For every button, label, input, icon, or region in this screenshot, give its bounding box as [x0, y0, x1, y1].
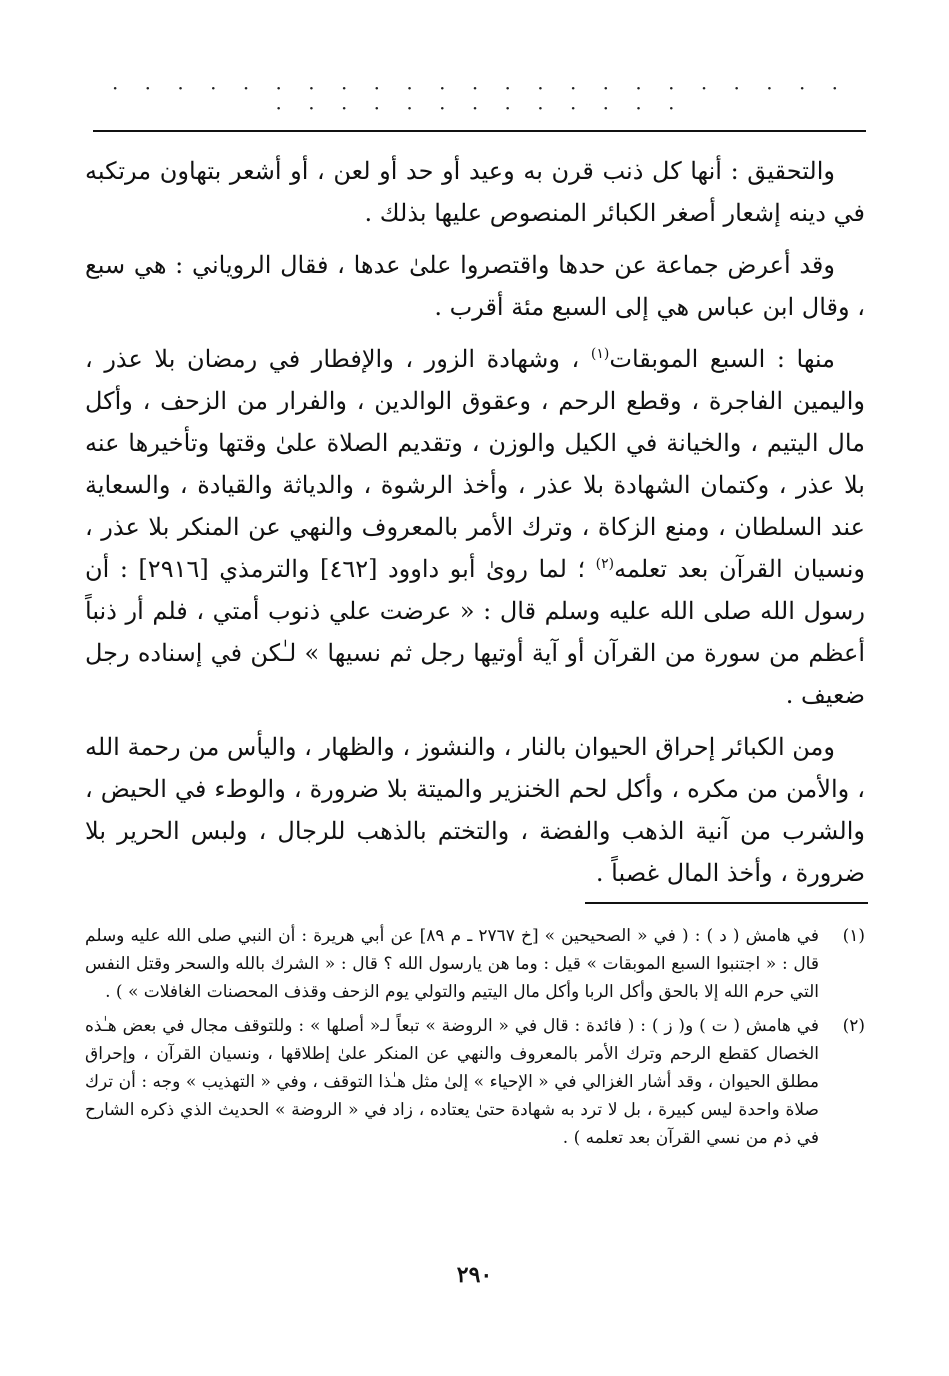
paragraph-list — [85, 338, 865, 716]
main-text — [85, 150, 865, 904]
footnote-ref-2[interactable]: (٢) — [595, 556, 615, 572]
page-number: ٢٩٠ — [456, 1262, 493, 1288]
header-dots: · · · · · · · · · · · · · · · · · · · · · · · · · · · · · · · · · · · · — [111, 76, 849, 120]
paragraph-tahqiq: والتحقيق : أنها كل ذنب قرن به وعيد أو حد أو لعن ، أو أشعر بتهاون مرتكبه في دينه إشعار أصغر الكبائر المنصوص عليها بذلك . — [85, 157, 865, 227]
footnotes — [85, 922, 865, 1158]
footnote-2-number: (٢) — [842, 1016, 865, 1036]
footnote-2-text: في هامش ( ت ) و( ز ) : ( فائدة : قال في « الروضة » تبعاً لـ« أصلها » : وللتوقف مجال في بعض هـٰذه الخصال كقطع الرحم وترك الأمر بالمعروف والنهي عن المنكر علىٰ إطلاقها ، ونسيان القرآن ، وإحراق مطلق الحيوان ، وقد أشار الغزالي في « الإحياء » إلىٰ مثل هـٰذا التوقف ، وفي « التهذيب » وجه : أن ترك صلاة واحدة ليس كبيرة ، بل لا ترد به شهادة حتىٰ يعتاده ، زاد في « الروضة » الحديث الذي ذكره الشارح في ذم من نسي القرآن بعد تعلمه ) . — [85, 1016, 819, 1148]
footnote-ref-1[interactable]: (١) — [590, 346, 610, 362]
paragraph-more: ومن الكبائر إحراق الحيوان بالنار ، والنشوز ، والظهار ، واليأس من رحمة الله ، والأمن من مكره ، وأكل لحم الخنزير والميتة بلا ضرورة ، والوطء في الحيض ، والشرب من آنية الذهب والفضة ، والتختم بالذهب للرجال ، ولبس الحرير بلا ضرورة ، وأخذ المال غصباً . — [85, 733, 865, 887]
paragraph-list-part3: ؛ لما روىٰ أبو داوود [٤٦٢] والترمذي [٢٩١٦] : أن رسول الله صلى الله عليه وسلم قال : « عرضت علي ذنوب أمتي ، فلم أر ذنباً أعظم من سورة من القرآن أو آية أوتيها رجل ثم نسيها » لـٰكن في إسناده رجل ضعيف . — [85, 555, 865, 709]
footnote-1 — [85, 922, 865, 1006]
paragraph-list-part2: ، وشهادة الزور ، والإفطار في رمضان بلا عذر ، واليمين الفاجرة ، وقطع الرحم ، وعقوق الوالدين ، والفرار من الزحف ، وأكل مال اليتيم ، والخيانة في الكيل والوزن ، وتقديم الصلاة علىٰ وقتها وتأخيرها عنه بلا عذر ، وكتمان الشهادة بلا عذر ، وأخذ الرشوة ، والدياثة والقيادة ، والسعاية عند السلطان ، ومنع الزكاة ، وترك الأمر بالمعروف والنهي عن المنكر بلا عذر ، ونسيان القرآن بعد تعلمه — [85, 345, 866, 583]
footnote-1-text: في هامش ( د ) : ( في « الصحيحين » [خ ٢٧٦٧ ـ م ٨٩] عن أبي هريرة : أن النبي صلى الله عليه وسلم قال : « اجتنبوا السبع الموبقات » قيل : وما هن يارسول الله ؟ قال : « الشرك بالله والسحر وقتل النفس التي حرم الله إلا بالحق وأكل الربا وأكل مال اليتيم والتولي يوم الزحف وقذف المحصنات الغافلات » ) . — [85, 926, 819, 1002]
header-rule — [93, 130, 866, 132]
footnote-1-number: (١) — [842, 926, 865, 946]
paragraph-list-part1: منها : السبع الموبقات — [609, 345, 835, 373]
footnote-rule — [585, 902, 868, 904]
footnote-2 — [85, 1012, 865, 1152]
paragraph-count: وقد أعرض جماعة عن حدها واقتصروا علىٰ عدها ، فقال الروياني : هي سبع ، وقال ابن عباس هي إلى السبع مئة أقرب . — [85, 251, 865, 321]
